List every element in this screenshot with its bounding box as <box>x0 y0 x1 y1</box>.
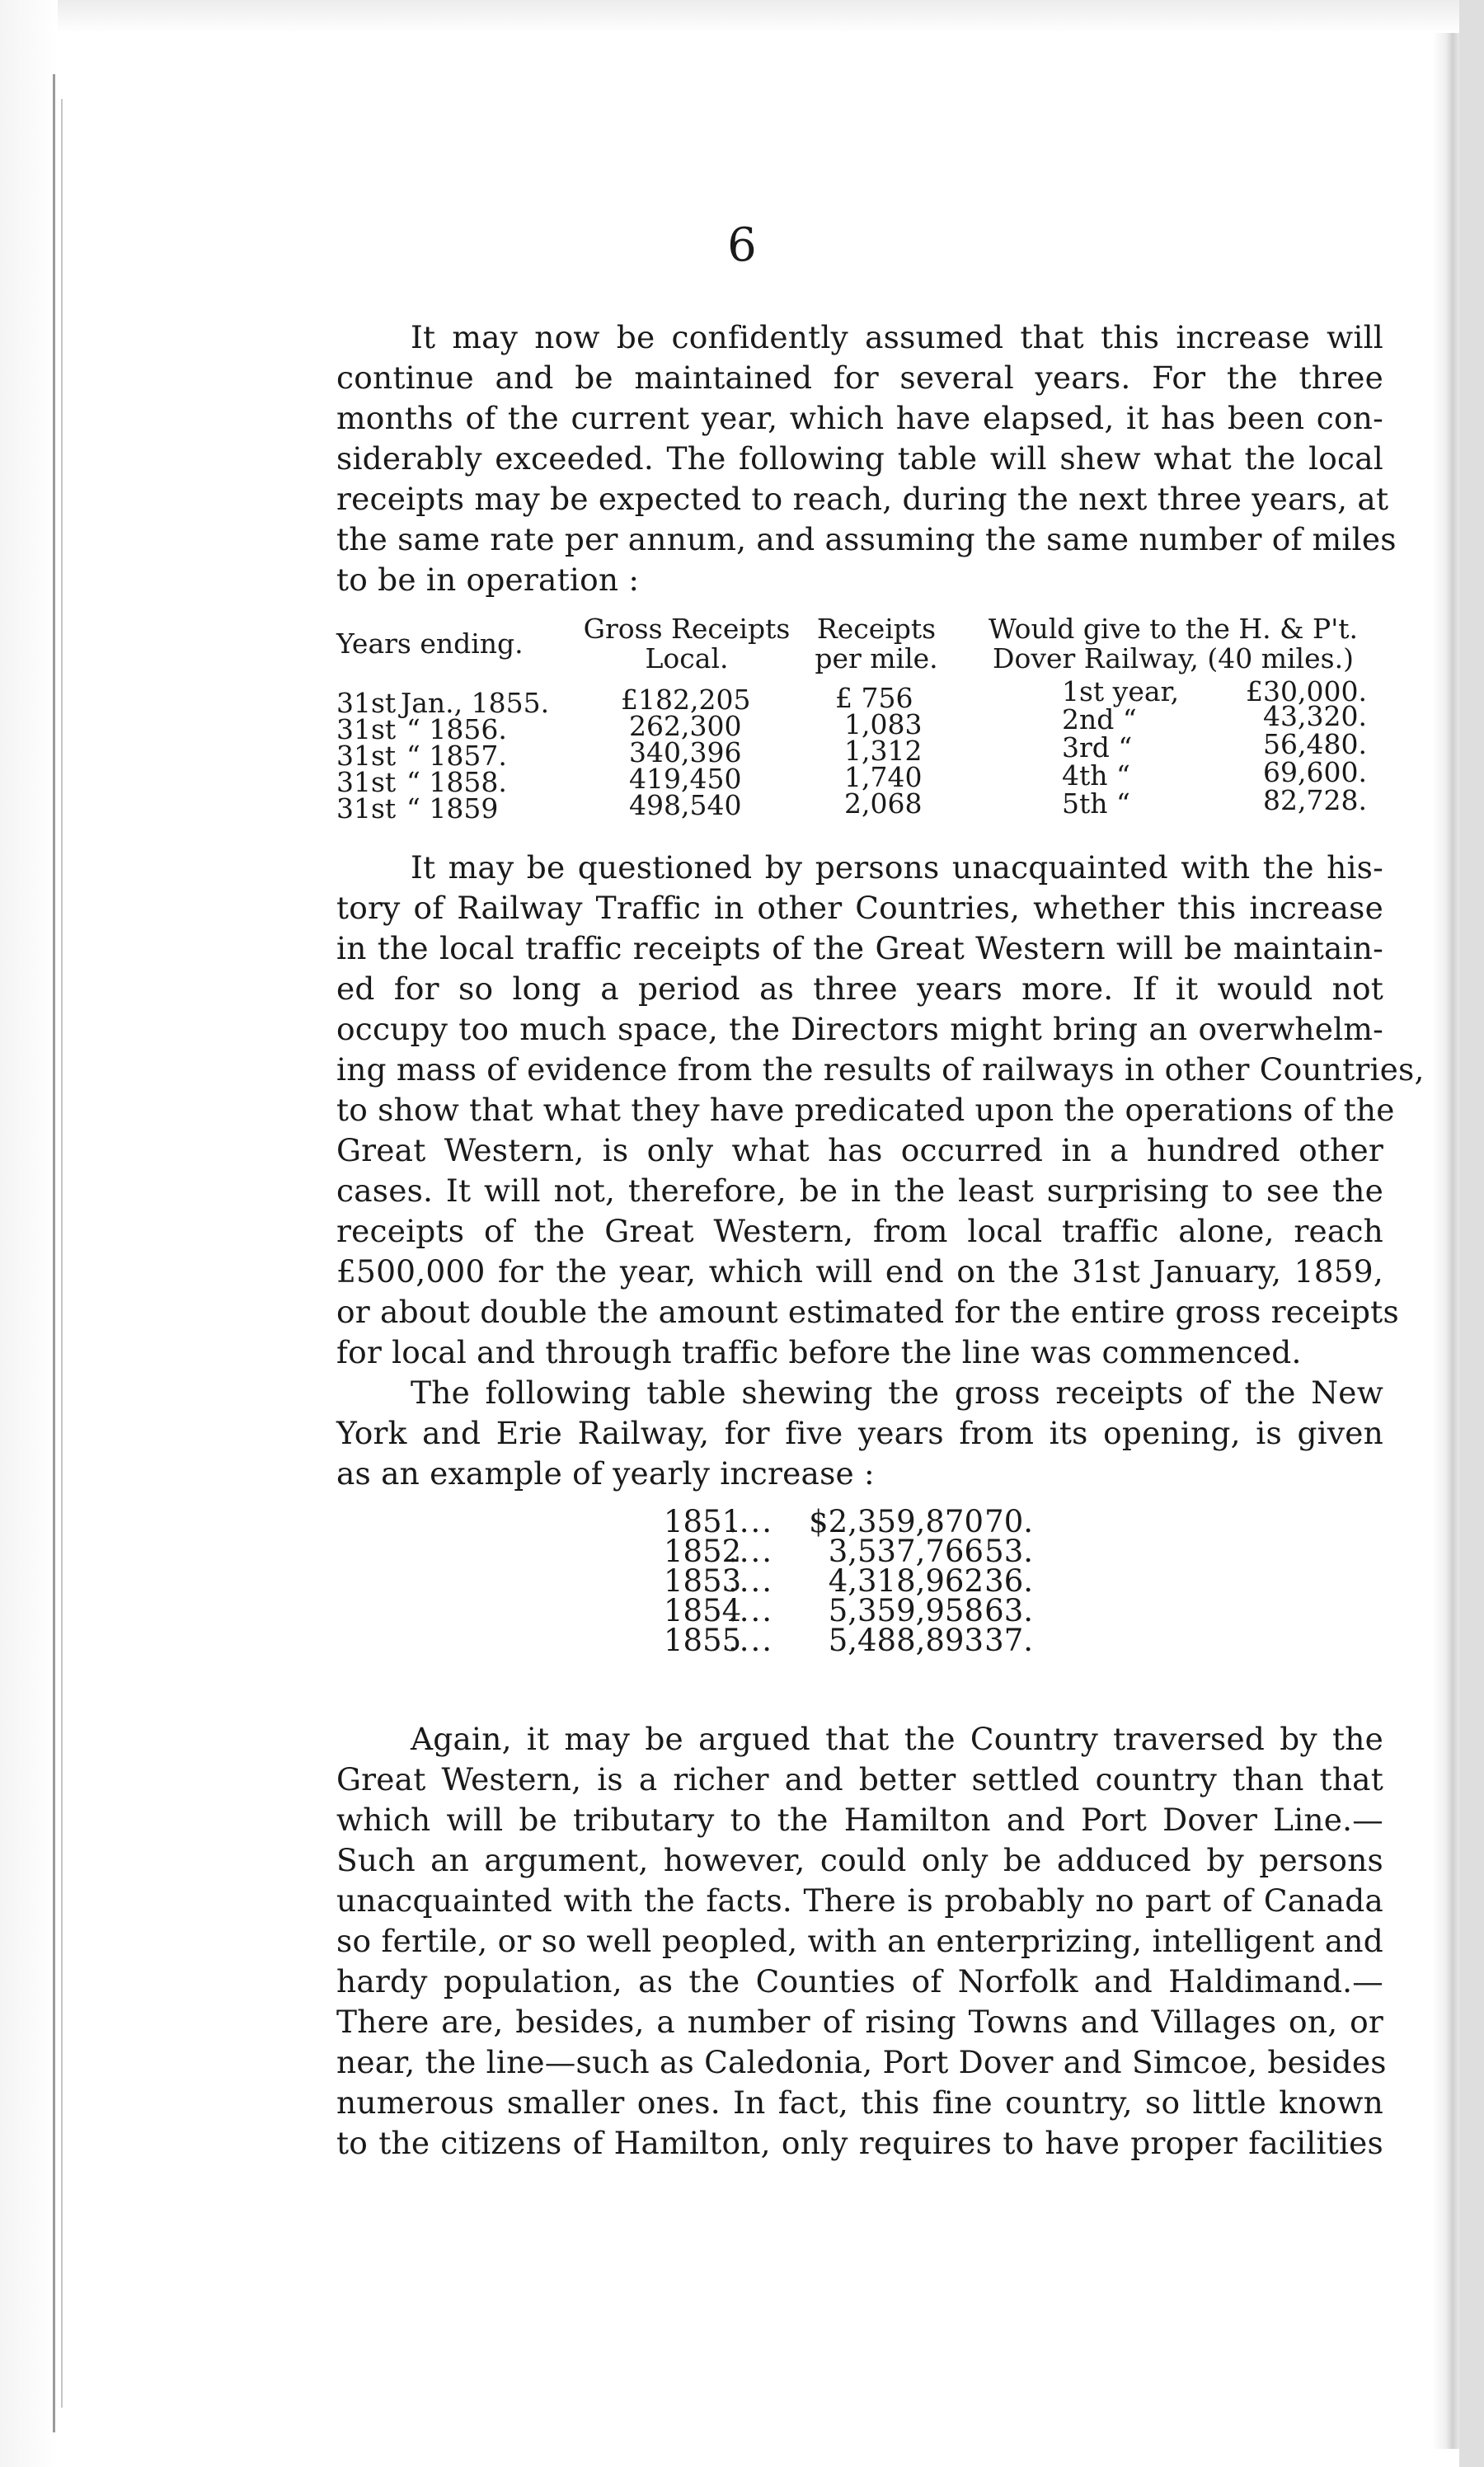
row-5-gross: 498,540 <box>629 789 742 821</box>
header-per-mile-line-1: Receipts <box>816 613 937 645</box>
erie-year: 1852 <box>664 1534 742 1569</box>
erie-year: 1851 <box>664 1504 742 1539</box>
erie-leader: .... <box>728 1593 774 1628</box>
row-5-per-mile: 2,068 <box>844 787 923 820</box>
erie-amount: 5,359,958 <box>828 1593 984 1628</box>
row-5-date: “ 1859 <box>406 792 499 825</box>
row-4-day: 31st <box>336 766 397 798</box>
erie-cents: 63. <box>984 1593 1033 1628</box>
text-line: near, the line—such as Caledonia, Port Dover and Simcoe, besides <box>336 2044 1387 2080</box>
would-5-year: 5th “ <box>1062 787 1130 820</box>
header-receipts-per-mile <box>806 614 946 674</box>
text-line: which will be tributary to the Hamilton and Port Dover Line.— <box>336 1802 1383 1838</box>
erie-amount: 4,318,962 <box>828 1563 984 1599</box>
text-line: cases. It will not, therefore, be in the least surprising to see the <box>336 1172 1383 1209</box>
text-line: continue and be maintained for several years. For the three <box>336 359 1383 396</box>
erie-amount: 3,537,766 <box>828 1534 984 1569</box>
text-line: The following table shewing the gross receipts of the New <box>411 1374 1383 1411</box>
text-line: in the local traffic receipts of the Great Western will be maintain- <box>336 930 1383 966</box>
row-2-gross: 262,300 <box>629 710 742 742</box>
row-2-day: 31st <box>336 713 397 745</box>
erie-leader: .... <box>728 1563 774 1599</box>
header-gross-line-2: Local. <box>645 642 729 674</box>
row-5-day: 31st <box>336 792 397 825</box>
text-line: York and Erie Railway, for five years from its opening, is given <box>336 1415 1383 1451</box>
text-line: so fertile, or so well peopled, with an enterprizing, intelligent and <box>336 1923 1383 1959</box>
paragraph-2 <box>336 848 1425 1373</box>
text-line: Such an argument, however, could only be adduced by persons <box>336 1842 1383 1878</box>
text-line: numerous smaller ones. In fact, this fine country, so little known <box>336 2084 1383 2121</box>
header-would-give <box>963 614 1383 674</box>
row-1-day: 31st <box>336 687 397 719</box>
erie-amount: 5,488,893 <box>828 1623 984 1658</box>
erie-cents: 37. <box>984 1623 1033 1658</box>
erie-cents: 70. <box>984 1504 1033 1539</box>
text-line: unacquainted with the facts. There is probably no part of Canada <box>336 1882 1383 1919</box>
text-line: to the citizens of Hamilton, only requires to have proper facilities <box>336 2125 1383 2161</box>
paragraph-4 <box>336 1719 1387 2164</box>
would-2-amount: 43,320. <box>1263 700 1367 732</box>
row-2-per-mile: 1,083 <box>844 708 923 740</box>
page-left-edge <box>0 0 58 2467</box>
header-would-line-1: Would give to the H. & P't. <box>988 613 1359 645</box>
row-4-date: “ 1858. <box>406 766 507 798</box>
header-gross-receipts <box>575 614 798 674</box>
page-right-margin <box>1459 0 1484 2467</box>
text-line: the same rate per annum, and assuming the same number of miles <box>336 521 1397 557</box>
page-number: 6 <box>727 219 757 272</box>
erie-amount: $2,359,870 <box>809 1504 984 1539</box>
header-per-mile-line-2: per mile. <box>815 642 938 674</box>
would-5-amount: 82,728. <box>1263 784 1367 816</box>
text-line: receipts of the Great Western, from local traffic alone, reach <box>336 1213 1383 1249</box>
text-line: It may be questioned by persons unacquainted with the his- <box>411 849 1383 886</box>
erie-year: 1854 <box>664 1593 742 1628</box>
header-years-ending: Years ending. <box>336 627 524 660</box>
would-3-amount: 56,480. <box>1263 728 1367 760</box>
erie-leader: .... <box>728 1623 774 1658</box>
row-3-day: 31st <box>336 740 397 772</box>
row-3-gross: 340,396 <box>629 736 742 768</box>
text-line: occupy too much space, the Directors might bring an overwhelm- <box>336 1011 1383 1047</box>
text-line: Again, it may be argued that the Country traversed by the <box>411 1721 1383 1757</box>
text-line: or about double the amount estimated for the entire gross receipts <box>336 1294 1399 1330</box>
text-line: ed for so long a period as three years more. If it would not <box>336 970 1383 1007</box>
paragraph-3 <box>336 1373 1383 1494</box>
erie-year: 1853 <box>664 1563 742 1599</box>
text-line: to show that what they have predicated upon the operations of the <box>336 1092 1395 1128</box>
would-1-amount: £30,000. <box>1246 675 1367 707</box>
text-line: ing mass of evidence from the results of railways in other Countries, <box>336 1051 1425 1088</box>
text-line: Great Western, is only what has occurred in a hundred other <box>336 1132 1383 1168</box>
row-3-per-mile: 1,312 <box>844 735 923 767</box>
would-4-amount: 69,600. <box>1263 756 1367 788</box>
erie-leader: .... <box>728 1504 774 1539</box>
text-line: It may now be confidently assumed that this increase will <box>411 319 1383 355</box>
erie-cents: 36. <box>984 1563 1033 1599</box>
row-3-date: “ 1857. <box>406 740 507 772</box>
would-3-year: 3rd “ <box>1062 731 1133 764</box>
row-1-gross: £182,205 <box>621 684 751 716</box>
erie-year: 1855 <box>664 1623 742 1658</box>
row-4-gross: 419,450 <box>629 763 742 795</box>
would-4-year: 4th “ <box>1062 759 1130 792</box>
erie-row <box>664 1593 1092 1628</box>
erie-receipts-table <box>664 1504 1092 1658</box>
text-line: There are, besides, a number of rising Towns and Villages on, or <box>336 2004 1383 2040</box>
would-1-year: 1st year, <box>1062 675 1180 707</box>
paragraph-1 <box>336 317 1397 600</box>
header-gross-line-1: Gross Receipts <box>583 613 791 645</box>
text-line: siderably exceeded. The following table will shew what the local <box>336 440 1383 477</box>
row-4-per-mile: 1,740 <box>844 761 923 793</box>
text-line: as an example of yearly increase : <box>336 1455 875 1492</box>
text-line: to be in operation : <box>336 562 640 598</box>
page-top-shadow <box>0 0 1484 33</box>
erie-row <box>664 1504 1092 1539</box>
text-line: tory of Railway Traffic in other Countries, whether this increase <box>336 890 1383 926</box>
binding-line-inner <box>61 99 63 2408</box>
erie-row <box>664 1534 1092 1569</box>
receipts-table <box>336 614 1383 862</box>
binding-line <box>53 74 55 2432</box>
text-line: hardy population, as the Counties of Norfolk and Haldimand.— <box>336 1963 1383 1999</box>
text-line: £500,000 for the year, which will end on the 31st January, 1859, <box>336 1253 1383 1290</box>
erie-row <box>664 1563 1092 1599</box>
text-line: for local and through traffic before the line was commenced. <box>336 1334 1302 1370</box>
text-line: Great Western, is a richer and better settled country than that <box>336 1761 1383 1797</box>
text-line: receipts may be expected to reach, during the next three years, at <box>336 481 1389 517</box>
would-2-year: 2nd “ <box>1062 703 1137 735</box>
text-line: months of the current year, which have elapsed, it has been con- <box>336 400 1383 436</box>
row-1-per-mile: £ 756 <box>835 682 913 714</box>
row-1-date: Jan., 1855. <box>401 687 550 719</box>
row-2-date: “ 1856. <box>406 713 507 745</box>
erie-row <box>664 1623 1092 1658</box>
header-would-line-2: Dover Railway, (40 miles.) <box>993 642 1354 674</box>
erie-leader: .... <box>728 1534 774 1569</box>
erie-cents: 53. <box>984 1534 1033 1569</box>
